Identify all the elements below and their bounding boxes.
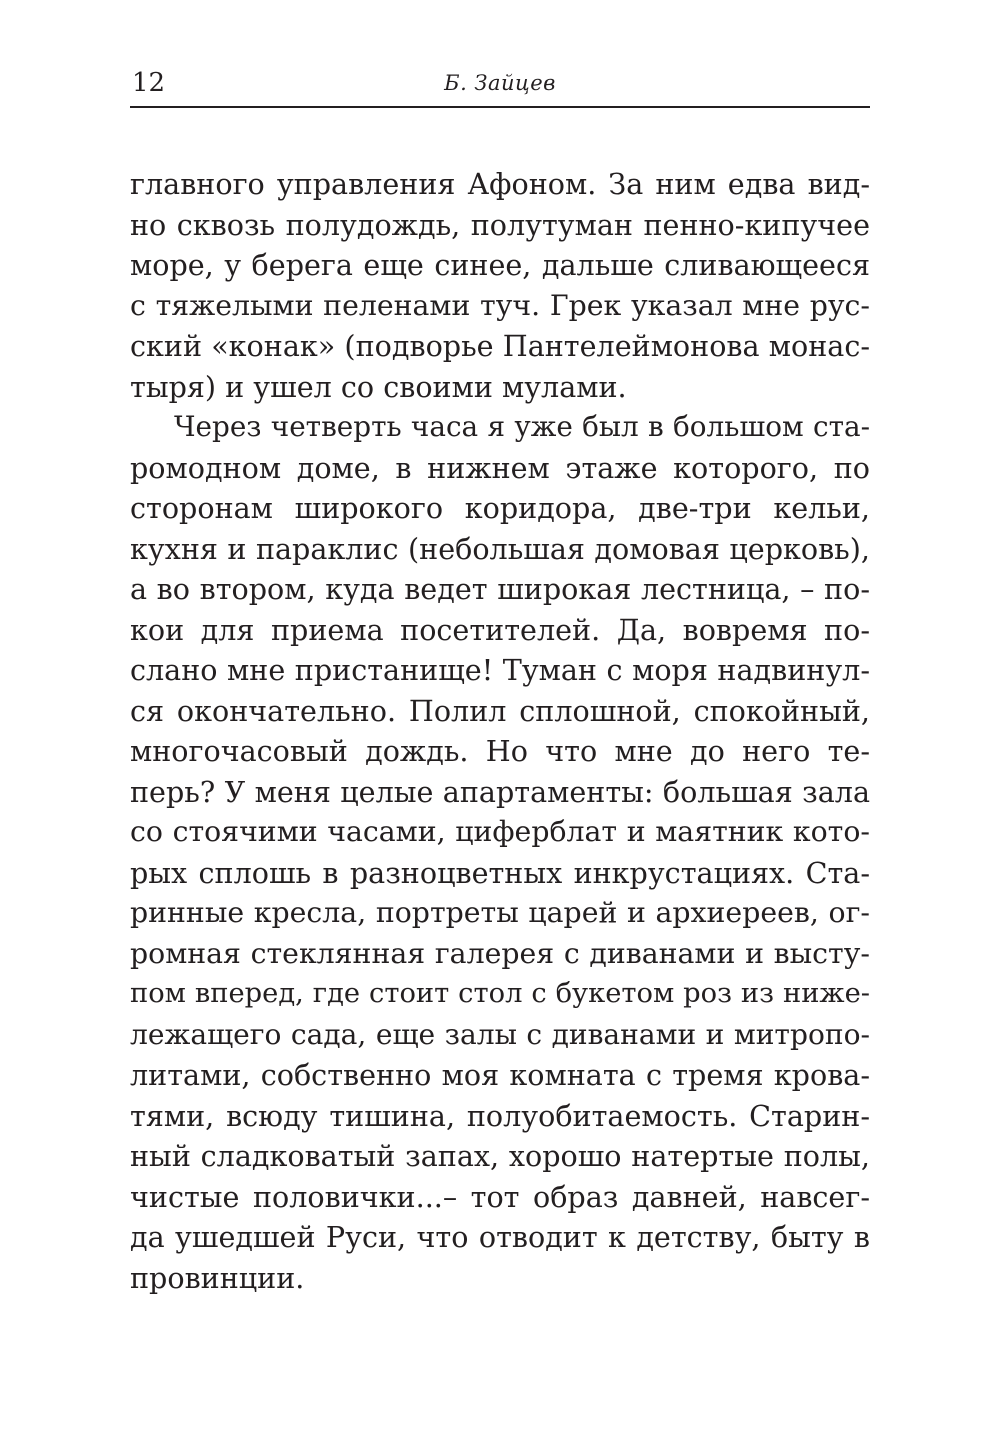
text-line: перь? У меня целые апартаменты: большая зала <box>130 774 870 809</box>
text-line: чистые половички...– тот образ давней, навсег- <box>130 1179 870 1214</box>
text-line: ромная стеклянная галерея с диванами и высту- <box>130 936 870 970</box>
text-line: со стоячими часами, циферблат и маятник кото- <box>130 815 870 848</box>
text-line: многочасовый дождь. Но что мне до него те- <box>130 734 870 768</box>
text-line: рых сплошь в разноцветных инкрустациях. Ста- <box>130 855 870 890</box>
text-line: ринные кресла, портреты царей и архиереев, ог- <box>130 896 870 929</box>
text-line: ный сладковатый запах, хорошо натертые полы, <box>130 1139 870 1173</box>
text-line: ся окончательно. Полил сплошной, спокойный, <box>130 693 870 728</box>
page-number: 12 <box>132 68 166 98</box>
text-line: ский «конак» (подворье Пантелеймонова монас- <box>130 329 870 363</box>
text-line: море, у берега еще синее, дальше сливающееся <box>130 248 870 282</box>
text-line: но сквозь полудождь, полутуман пенно-кипучее <box>130 207 870 242</box>
running-header <box>130 62 870 108</box>
text-line: тыря) и ушел со своими мулами. <box>130 369 627 404</box>
text-line: главного управления Афоном. За ним едва вид- <box>130 167 870 201</box>
text-line: литами, собственно моя комната с тремя крова- <box>130 1058 870 1092</box>
running-head-author: Б. Зайцев <box>444 71 556 95</box>
text-line: слано мне пристанище! Туман с моря надвинул- <box>130 653 870 687</box>
text-line: ромодном доме, в нижнем этаже которого, по <box>130 450 870 485</box>
text-line: сторонам широкого коридора, две-три кельи, <box>130 491 870 525</box>
text-line: да ушедшей Руси, что отводит к детству, быту в <box>130 1220 870 1254</box>
text-line: провинции. <box>130 1260 305 1295</box>
text-line: лежащего сада, еще залы с диванами и митропо- <box>130 1017 870 1051</box>
text-line: Через четверть часа я уже был в большом ста- <box>174 410 870 443</box>
text-line: а во втором, куда ведет широкая лестница, – по- <box>130 572 870 606</box>
text-line: кои для приема посетителей. Да, вовремя по- <box>130 612 870 647</box>
text-line: тями, всюду тишина, полуобитаемость. Старин- <box>130 1098 870 1133</box>
text-line: пом вперед, где стоит стол с букетом роз из ниже- <box>130 978 870 1009</box>
text-line: с тяжелыми пеленами туч. Грек указал мне рус- <box>130 288 870 322</box>
body-text <box>130 164 870 1298</box>
text-line: кухня и параклис (небольшая домовая церковь), <box>130 531 870 566</box>
